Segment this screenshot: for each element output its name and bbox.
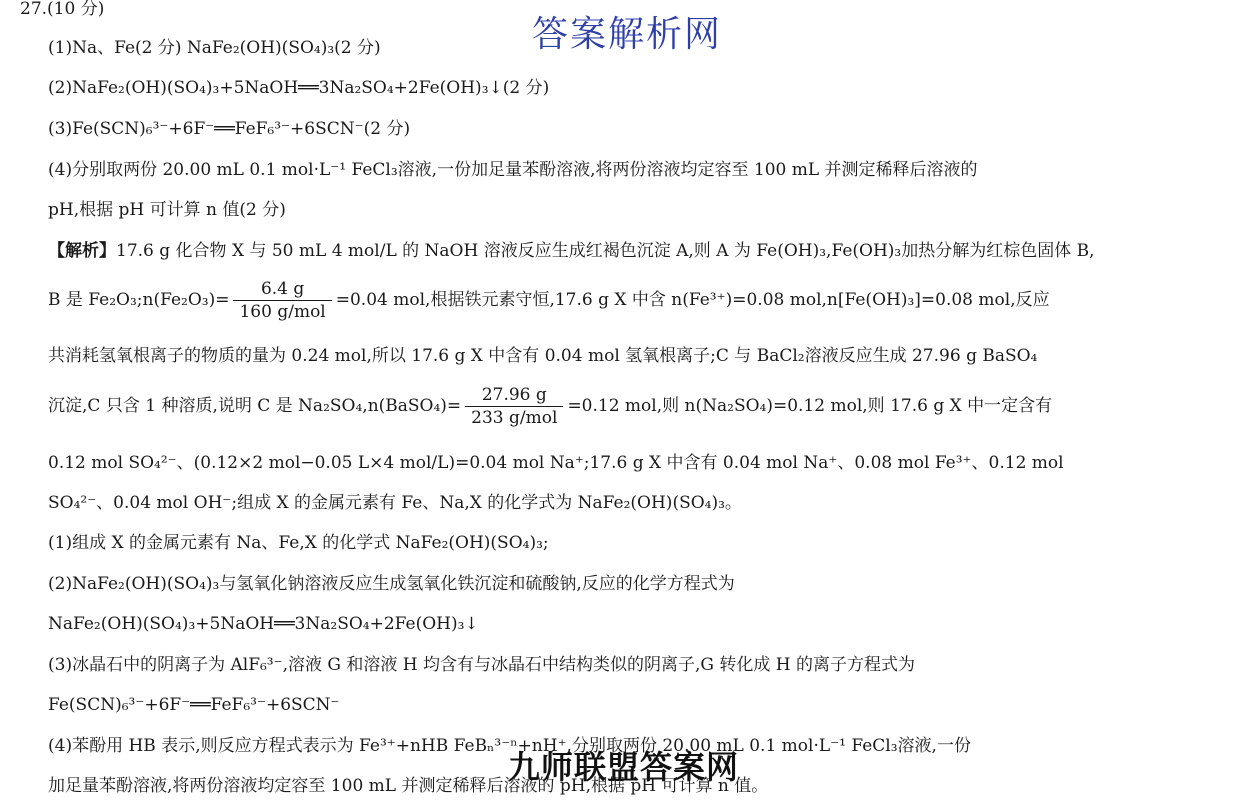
watermark-bottom: 九师联盟答案网: [508, 748, 740, 786]
analysis-line-2: [48, 278, 1050, 323]
analysis-line-3: 共消耗氢氧根离子的物质的量为 0.24 mol,所以 17.6 g X 中含有 0.04 mol 氢氧根离子;C 与 BaCl₂溶液反应生成 27.96 g BaSO₄: [48, 346, 1038, 366]
analysis-line-8: (2)NaFe₂(OH)(SO₄)₃与氢氧化钠溶液反应生成氢氧化铁沉淀和硫酸钠,反应的化学方程式为: [48, 574, 735, 594]
question-header: 27.(10 分): [20, 0, 105, 19]
analysis-line-12: (4)苯酚用 HB 表示,则反应方程式表示为 Fe³⁺+nHB FeBₙ³⁻ⁿ+nH⁺,分别取两份 20.00 mL 0.1 mol·L⁻¹ FeCl₃溶液,一份: [48, 736, 971, 756]
fraction-baso4: [465, 384, 563, 429]
analysis-line-6: SO₄²⁻、0.04 mol OH⁻;组成 X 的金属元素有 Fe、Na,X 的化学式为 NaFe₂(OH)(SO₄)₃。: [48, 493, 742, 513]
fraction-fe2o3-denominator: 160 g/mol: [239, 302, 326, 322]
answer-4-line2: pH,根据 pH 可计算 n 值(2 分): [48, 200, 286, 220]
fraction-baso4-denominator: 233 g/mol: [471, 408, 558, 428]
analysis-label: 【解析】: [48, 241, 116, 261]
analysis-line-7: (1)组成 X 的金属元素有 Na、Fe,X 的化学式 NaFe₂(OH)(SO₄)₃;: [48, 533, 549, 553]
analysis-text-2b: =0.04 mol,根据铁元素守恒,17.6 g X 中含 n(Fe³⁺)=0.08 mol,n[Fe(OH)₃]=0.08 mol,反应: [335, 290, 1050, 310]
watermark-top: 答案解析网: [532, 14, 723, 55]
analysis-line-10: (3)冰晶石中的阴离子为 AlF₆³⁻,溶液 G 和溶液 H 均含有与冰晶石中结构类似的阴离子,G 转化成 H 的离子方程式为: [48, 655, 916, 675]
answer-1: (1)Na、Fe(2 分) NaFe₂(OH)(SO₄)₃(2 分): [48, 38, 381, 58]
analysis-line-4: [48, 384, 1052, 429]
analysis-line-1: [48, 240, 1095, 262]
analysis-text-4a: 沉淀,C 只含 1 种溶质,说明 C 是 Na₂SO₄,n(BaSO₄)=: [48, 396, 462, 416]
analysis-line-9: NaFe₂(OH)(SO₄)₃+5NaOH══3Na₂SO₄+2Fe(OH)₃↓: [48, 614, 479, 634]
analysis-line-5: 0.12 mol SO₄²⁻、(0.12×2 mol−0.05 L×4 mol/L)=0.04 mol Na⁺;17.6 g X 中含有 0.04 mol Na⁺、0.08 mol Fe³⁺、0.12 mol: [48, 453, 1064, 473]
analysis-text-4b: =0.12 mol,则 n(Na₂SO₄)=0.12 mol,则 17.6 g X 中一定含有: [567, 396, 1053, 416]
analysis-line-13: 加足量苯酚溶液,将两份溶液均定容至 100 mL 并测定稀释后溶液的 pH,根据 pH 可计算 n 值。: [48, 776, 769, 796]
analysis-text-1: 17.6 g 化合物 X 与 50 mL 4 mol/L 的 NaOH 溶液反应生成红褐色沉淀 A,则 A 为 Fe(OH)₃,Fe(OH)₃加热分解为红棕色固体 B,: [116, 241, 1095, 261]
analysis-line-11: Fe(SCN)₆³⁻+6F⁻══FeF₆³⁻+6SCN⁻: [48, 695, 340, 715]
answer-4-line1: (4)分别取两份 20.00 mL 0.1 mol·L⁻¹ FeCl₃溶液,一份加足量苯酚溶液,将两份溶液均定容至 100 mL 并测定稀释后溶液的: [48, 160, 978, 180]
analysis-text-2a: B 是 Fe₂O₃;n(Fe₂O₃)=: [48, 290, 230, 310]
answer-3: (3)Fe(SCN)₆³⁻+6F⁻══FeF₆³⁻+6SCN⁻(2 分): [48, 119, 411, 139]
answer-2: (2)NaFe₂(OH)(SO₄)₃+5NaOH══3Na₂SO₄+2Fe(OH)₃↓(2 分): [48, 78, 550, 98]
fraction-fe2o3: [233, 278, 331, 323]
fraction-baso4-numerator: 27.96 g: [465, 384, 563, 407]
fraction-fe2o3-numerator: 6.4 g: [233, 278, 331, 301]
